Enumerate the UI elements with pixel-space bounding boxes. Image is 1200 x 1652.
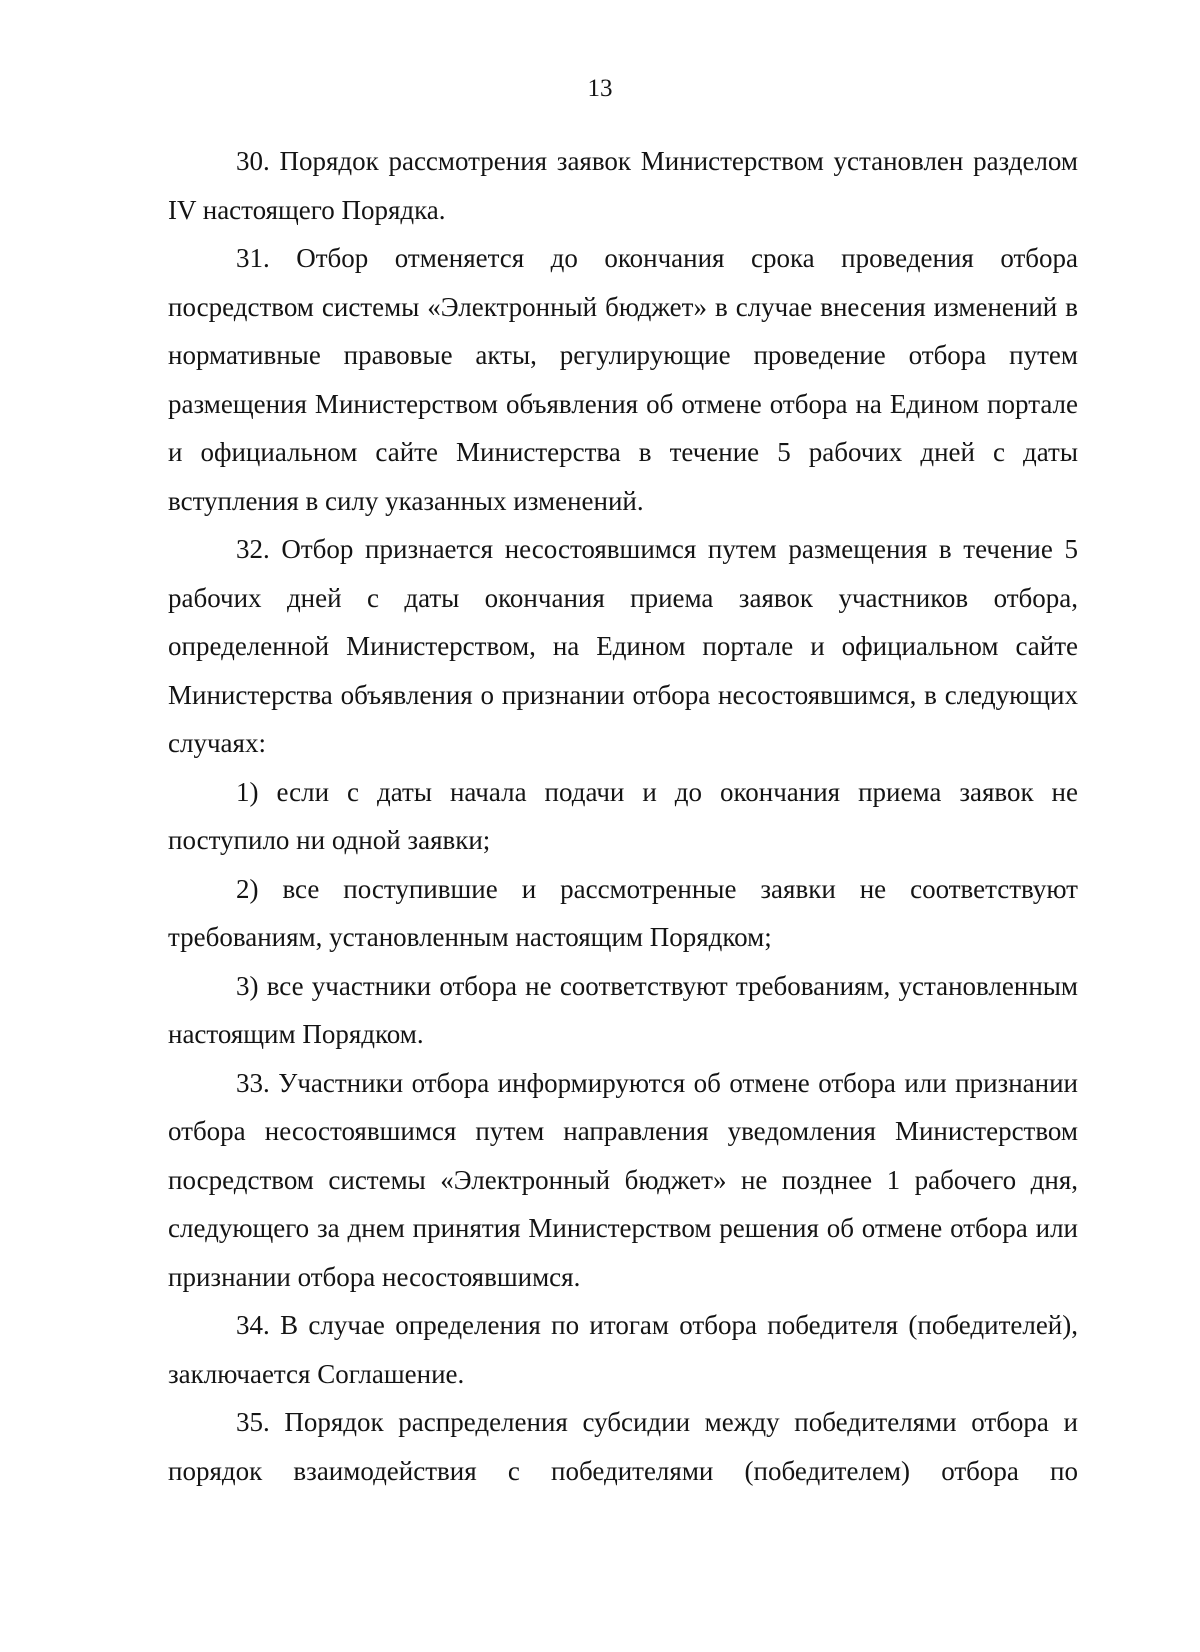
- paragraph-33: 33. Участники отбора информируются об отмене отбора или признании отбора несостоявшимся путем направления уведомления Министерством посредством системы «Электронный бюджет» не позднее 1 рабочего дня, следующего за днем принятия Министерством решения об отмене отбора или признании отбора несостоявшимся.: [168, 1067, 1078, 1292]
- paragraph-31: 31. Отбор отменяется до окончания срока проведения отбора посредством системы «Электронный бюджет» в случае внесения изменений в нормативные правовые акты, регулирующие проведение отбора путем размещения Министерством объявления об отмене отбора на Едином портале и официальном сайте Министерства в течение 5 рабочих дней с даты вступления в силу указанных изменений.: [168, 243, 1078, 516]
- paragraph-35: 35. Порядок распределения субсидии между победителями отбора и порядок взаимодействия с победителями (победителем) отбора по: [168, 1407, 1078, 1486]
- page-number: 13: [587, 75, 613, 102]
- paragraph-34: 34. В случае определения по итогам отбора победителя (победителей), заключается Соглашение.: [168, 1310, 1078, 1389]
- list-item-3: 3) все участники отбора не соответствуют требованиям, установленным настоящим Порядком.: [168, 970, 1078, 1049]
- document-body: [168, 137, 1078, 1495]
- paragraph-32: 32. Отбор признается несостоявшимся путем размещения в течение 5 рабочих дней с даты окончания приема заявок участников отбора, определенной Министерством, на Едином портале и официальном сайте Министерства объявления о признании отбора несостоявшимся, в следующих случаях:: [168, 534, 1078, 758]
- list-item-1: 1) если с даты начала подачи и до окончания приема заявок не поступило ни одной заявки;: [168, 776, 1078, 855]
- paragraph-30: 30. Порядок рассмотрения заявок Министерством установлен разделом IV настоящего Порядка.: [168, 146, 1078, 225]
- list-item-2: 2) все поступившие и рассмотренные заявки не соответствуют требованиям, установленным настоящим Порядком;: [168, 873, 1078, 952]
